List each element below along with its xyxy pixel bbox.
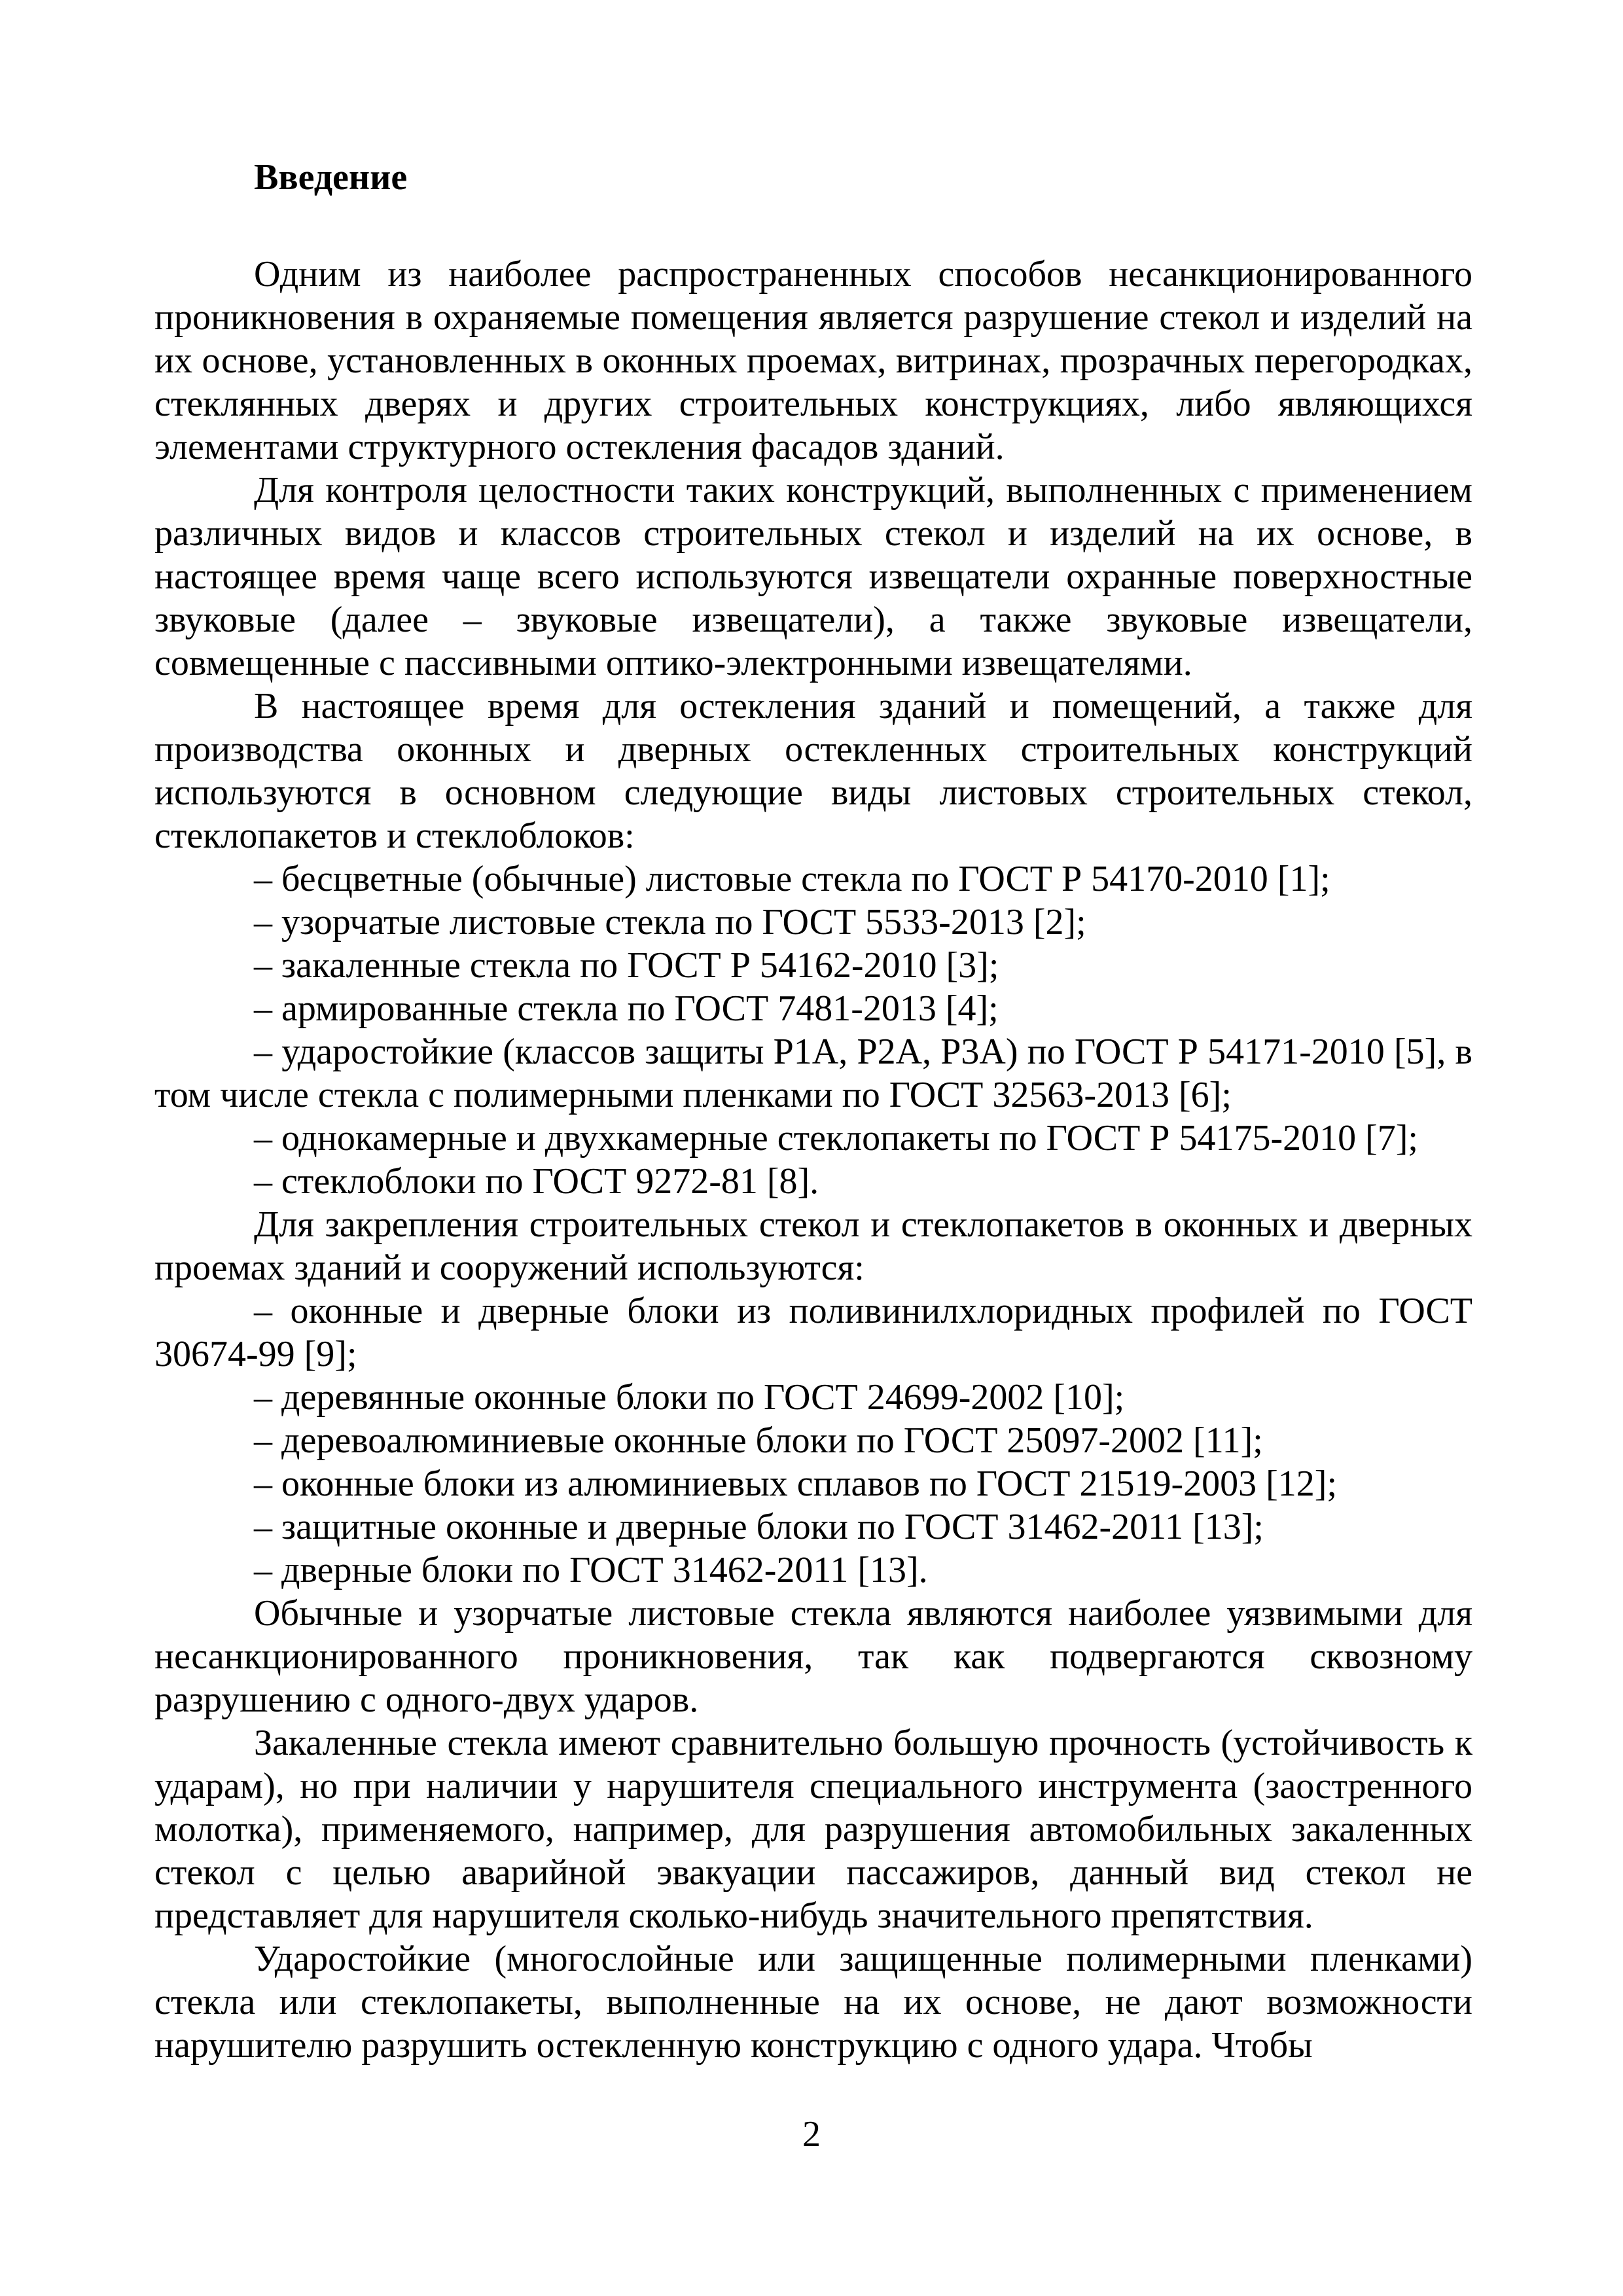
list-item-glass: – ударостойкие (классов защиты Р1А, Р2А, Р3А) по ГОСТ Р 54171-2010 [5], в том числе стекла с полимерными пленками по ГОСТ 32563-2013 [6]; <box>154 1031 1472 1115</box>
paragraph-ordinary-glass: Обычные и узорчатые листовые стекла являются наиболее уязвимыми для несанкционированного проникновения, так как подвергаются сквозному разрушению с одного-двух ударов. <box>154 1593 1472 1720</box>
list-item-frame: – оконные и дверные блоки из поливинилхлоридных профилей по ГОСТ 30674-99 [9]; <box>154 1291 1472 1374</box>
paragraph-impact-glass: Ударостойкие (многослойные или защищенные полимерными пленками) стекла или стеклопакеты, выполненные на их основе, не дают возможности нарушителю разрушить остекленную конструкцию с одного удара. Чтобы <box>154 1939 1472 2066</box>
list-item-glass: – узорчатые листовые стекла по ГОСТ 5533-2013 [2]; <box>254 902 1086 942</box>
list-item-frame: – оконные блоки из алюминиевых сплавов по ГОСТ 21519-2003 [12]; <box>254 1463 1338 1504</box>
list-item-glass: – стеклоблоки по ГОСТ 9272-81 [8]. <box>254 1161 819 1202</box>
list-item-frame: – деревоалюминиевые оконные блоки по ГОСТ 25097-2002 [11]; <box>254 1420 1263 1461</box>
paragraph-control: Для контроля целостности таких конструкций, выполненных с применением различных видов и классов строительных стекол и изделий на их основе, в настоящее время чаще всего используются извещатели охранные поверхностные звуковые (далее – звуковые извещатели), а также звуковые извещатели, совмещенные с пассивными оптико-электронными извещателями. <box>154 470 1472 683</box>
paragraph-intro: Одним из наиболее распространенных способов несанкционированного проникновения в охраняемые помещения является разрушение стекол и изделий на их основе, установленных в оконных проемах, витринах, прозрачных перегородках, стеклянных дверях и других строительных конструкциях, либо являющихся элементами структурного остекления фасадов зданий. <box>154 254 1472 467</box>
list-item-frame: – защитные оконные и дверные блоки по ГОСТ 31462-2011 [13]; <box>254 1507 1264 1547</box>
list-item-glass: – однокамерные и двухкамерные стеклопакеты по ГОСТ Р 54175-2010 [7]; <box>254 1118 1418 1158</box>
list-item-frame: – деревянные оконные блоки по ГОСТ 24699-2002 [10]; <box>254 1377 1125 1418</box>
list-item-glass: – армированные стекла по ГОСТ 7481-2013 [4]; <box>254 988 999 1029</box>
list-item-glass: – бесцветные (обычные) листовые стекла по ГОСТ Р 54170-2010 [1]; <box>254 859 1330 899</box>
page-number: 2 <box>802 2114 821 2155</box>
list-item-frame: – дверные блоки по ГОСТ 31462-2011 [13]. <box>254 1550 928 1590</box>
section-heading: Введение <box>254 157 408 198</box>
list-item-glass: – закаленные стекла по ГОСТ Р 54162-2010 [3]; <box>254 945 999 986</box>
paragraph-frames: Для закрепления строительных стекол и стеклопакетов в оконных и дверных проемах зданий и сооружений используются: <box>154 1204 1472 1288</box>
paragraph-tempered-glass: Закаленные стекла имеют сравнительно большую прочность (устойчивость к ударам), но при наличии у нарушителя специального инструмента (заостренного молотка), применяемого, например, для разрушения автомобильных закаленных стекол с целью аварийной эвакуации пассажиров, данный вид стекол не представляет для нарушителя сколько-нибудь значительного препятствия. <box>154 1723 1472 1936</box>
paragraph-glass-types: В настоящее время для остекления зданий и помещений, а также для производства оконных и дверных остекленных строительных конструкций используются в основном следующие виды листовых строительных стекол, стеклопакетов и стеклоблоков: <box>154 686 1472 856</box>
document-body <box>154 149 1472 2067</box>
